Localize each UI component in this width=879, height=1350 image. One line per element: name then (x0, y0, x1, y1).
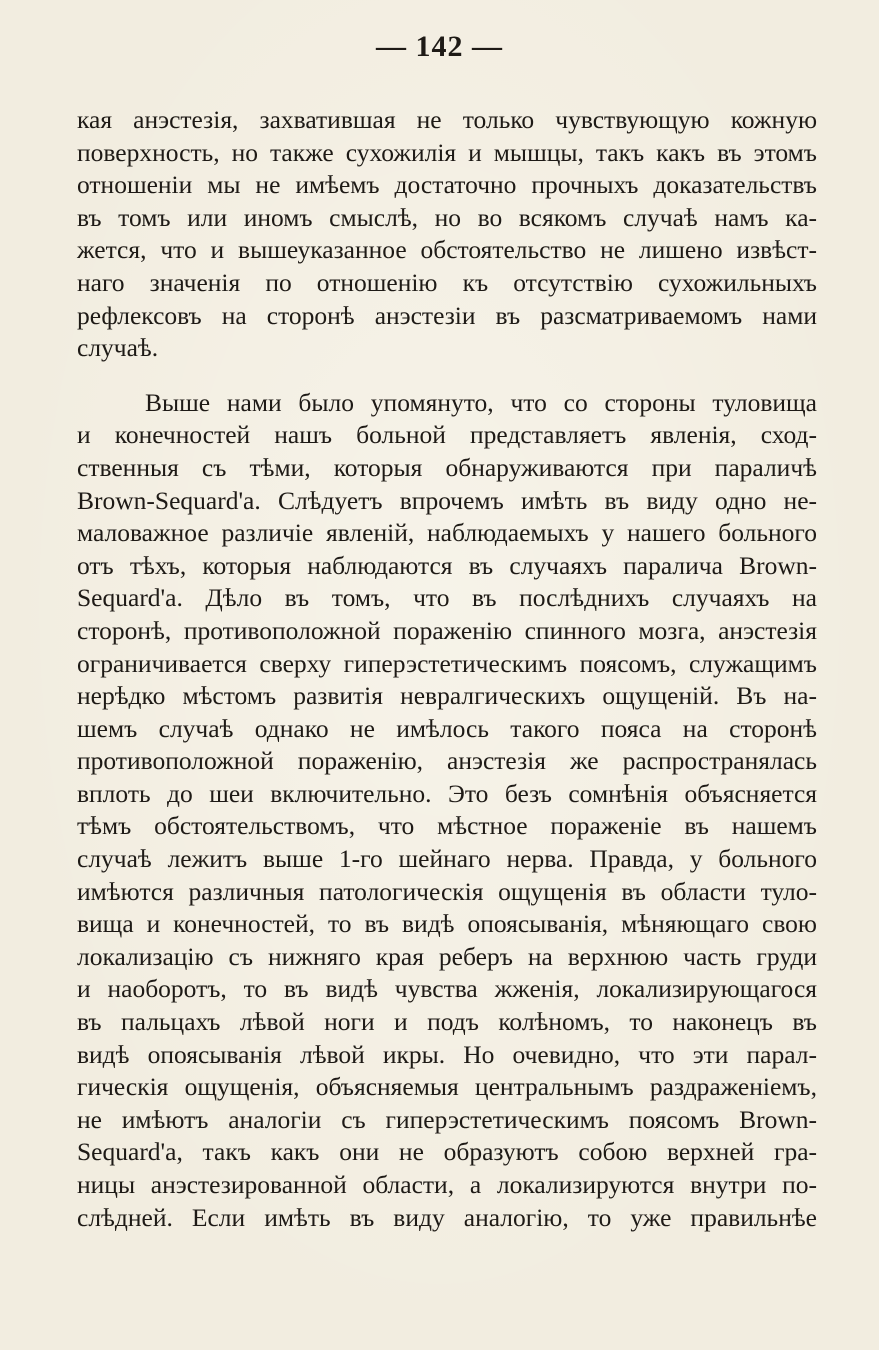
text-line: отношеніи мы не имѣемъ достаточно прочныхъ доказательствъ (77, 170, 817, 200)
text-line: ницы анэстезированной области, а локализируются внутри по- (77, 1170, 817, 1199)
text-line: и конечностей нашъ больной представляетъ явленія, сход- (77, 420, 817, 450)
text-line: нерѣдко мѣстомъ развитія невралгическихъ ощущеній. Въ на- (77, 681, 817, 711)
text-line: въ пальцахъ лѣвой ноги и подъ колѣномъ, то наконецъ въ (77, 1007, 817, 1037)
text-line: наго значенія по отношенію къ отсутствію сухожильныхъ (77, 267, 817, 297)
text-line: отъ тѣхъ, которыя наблюдаются въ случаяхъ паралича Brown- (77, 550, 817, 580)
text-line: локализацію съ нижняго края реберъ на верхнюю часть груди (77, 941, 817, 971)
paragraph-2 (77, 387, 817, 1234)
text-line: Sequard'а, такъ какъ они не образуютъ собою верхней гра- (77, 1137, 817, 1167)
text-line: случаѣ. (77, 333, 159, 363)
text-line: вища и конечностей, то въ видѣ опоясыванія, мѣняющаго свою (77, 909, 817, 939)
text-line: жется, что и вышеуказанное обстоятельство не лишено извѣст- (77, 235, 817, 265)
text-line: кая анэстезія, захватившая не только чувствующую кожную (77, 105, 817, 134)
text-line: ограничивается сверху гиперэстетическимъ поясомъ, служащимъ (77, 648, 817, 678)
text-line: не имѣютъ аналогіи съ гиперэстетическимъ поясомъ Brown- (77, 1104, 817, 1134)
body-text (77, 104, 817, 1234)
text-line: противоположной пораженію, анэстезія же распространялась (77, 746, 817, 776)
text-line: Brown-Sequard'а. Слѣдуетъ впрочемъ имѣть въ виду одно не- (77, 485, 817, 515)
text-line: Выше нами было упомянуто, что со стороны туловища (145, 387, 817, 417)
paragraph-gap (77, 365, 817, 387)
text-line: слѣдней. Если имѣть въ виду аналогію, то уже правильнѣе (77, 1202, 817, 1232)
text-line: гическія ощущенія, объясняемыя центральнымъ раздраженіемъ, (77, 1072, 817, 1102)
text-line: ственныя съ тѣми, которыя обнаруживаются при параличѣ (77, 452, 817, 482)
text-line: маловажное различіе явленій, наблюдаемыхъ у нашего больного (77, 518, 817, 548)
text-line: тѣмъ обстоятельствомъ, что мѣстное пораженіе въ нашемъ (77, 811, 817, 841)
text-line: шемъ случаѣ однако не имѣлось такого пояса на сторонѣ (77, 713, 817, 743)
text-line: поверхность, но также сухожилія и мышцы, такъ какъ въ этомъ (77, 137, 817, 167)
text-line: сторонѣ, противоположной пораженію спинного мозга, анэстезія (77, 615, 817, 645)
text-line: вплоть до шеи включительно. Это безъ сомнѣнія объясняется (77, 778, 817, 808)
text-line: рефлексовъ на сторонѣ анэстезіи въ разсматриваемомъ нами (77, 300, 817, 330)
text-line: имѣются различныя патологическія ощущенія въ области туло- (77, 876, 817, 906)
text-line: Sequard'а. Дѣло въ томъ, что въ послѣднихъ случаяхъ на (77, 583, 817, 613)
page-number: — 142 — (376, 30, 503, 63)
text-line: видѣ опоясыванія лѣвой икры. Но очевидно, что эти парал- (77, 1039, 817, 1069)
text-line: случаѣ лежитъ выше 1-го шейнаго нерва. Правда, у больного (77, 844, 817, 874)
text-line: въ томъ или иномъ смыслѣ, но во всякомъ случаѣ намъ ка- (77, 202, 817, 232)
text-line: и наоборотъ, то въ видѣ чувства жженія, локализирующагося (77, 974, 817, 1004)
paragraph-1 (77, 104, 817, 365)
